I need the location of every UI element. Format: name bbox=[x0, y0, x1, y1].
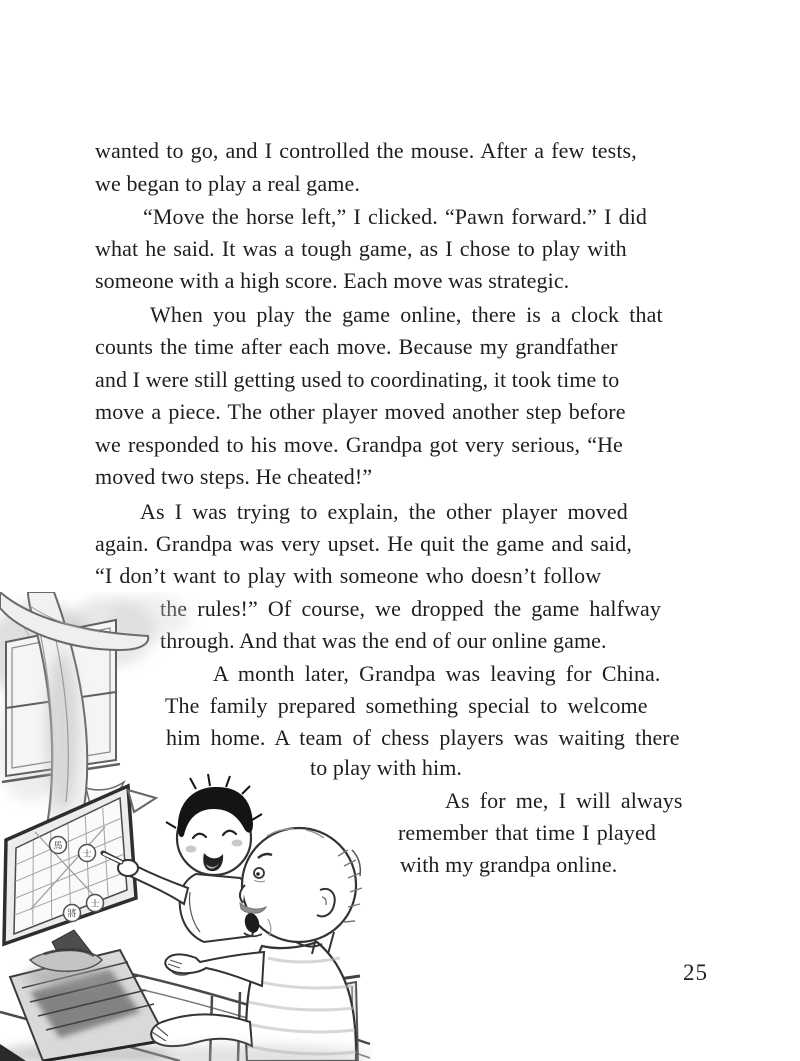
story-line: with my grandpa online. bbox=[400, 852, 618, 877]
story-line: As for me, I will always bbox=[445, 788, 683, 813]
chess-piece-glyph: 士 bbox=[82, 849, 92, 860]
story-line: and I were still getting used to coordinating, it took time to bbox=[95, 367, 620, 392]
story-line: we began to play a real game. bbox=[95, 171, 360, 196]
story-line: “I don’t want to play with someone who doesn’t follow bbox=[95, 563, 602, 588]
story-illustration bbox=[0, 592, 372, 1061]
chess-piece-glyph: 馬 bbox=[53, 841, 63, 852]
curtain-fold bbox=[128, 790, 156, 812]
chess-piece-glyph: 士 bbox=[90, 899, 100, 910]
page-number: 25 bbox=[683, 960, 708, 985]
story-line: him home. A team of chess players was waiting there bbox=[166, 725, 680, 750]
boy-arm bbox=[130, 866, 188, 904]
story-line: again. Grandpa was very upset. He quit the game and said, bbox=[95, 531, 632, 556]
story-line: A month later, Grandpa was leaving for China. bbox=[213, 661, 661, 686]
story-line: counts the time after each move. Because my grandfather bbox=[95, 334, 618, 359]
story-line: we responded to his move. Grandpa got very serious, “He bbox=[95, 432, 623, 457]
story-line: what he said. It was a tough game, as I chose to play with bbox=[95, 236, 627, 261]
story-line: the rules!” Of course, we dropped the game halfway bbox=[160, 596, 661, 621]
grandpa-illustration bbox=[151, 828, 362, 1061]
story-line: move a piece. The other player moved another step before bbox=[95, 399, 626, 424]
story-line: “Move the horse left,” I clicked. “Pawn forward.” I did bbox=[143, 204, 648, 229]
story-line: As I was trying to explain, the other player moved bbox=[140, 499, 628, 524]
story-line: someone with a high score. Each move was strategic. bbox=[95, 268, 570, 293]
story-line: through. And that was the end of our online game. bbox=[160, 628, 607, 653]
story-line: When you play the game online, there is a clock that bbox=[150, 302, 663, 327]
story-line: to play with him. bbox=[310, 755, 463, 780]
grandpa-forearm bbox=[151, 1015, 252, 1047]
story-line: wanted to go, and I controlled the mouse. After a few tests, bbox=[95, 138, 637, 163]
story-line: The family prepared something special to welcome bbox=[165, 693, 648, 718]
grandpa-arm-mouse bbox=[165, 952, 264, 986]
chess-piece-glyph: 將 bbox=[67, 909, 77, 920]
story-line: moved two steps. He cheated!” bbox=[95, 464, 373, 489]
story-line: remember that time I played bbox=[398, 820, 656, 845]
